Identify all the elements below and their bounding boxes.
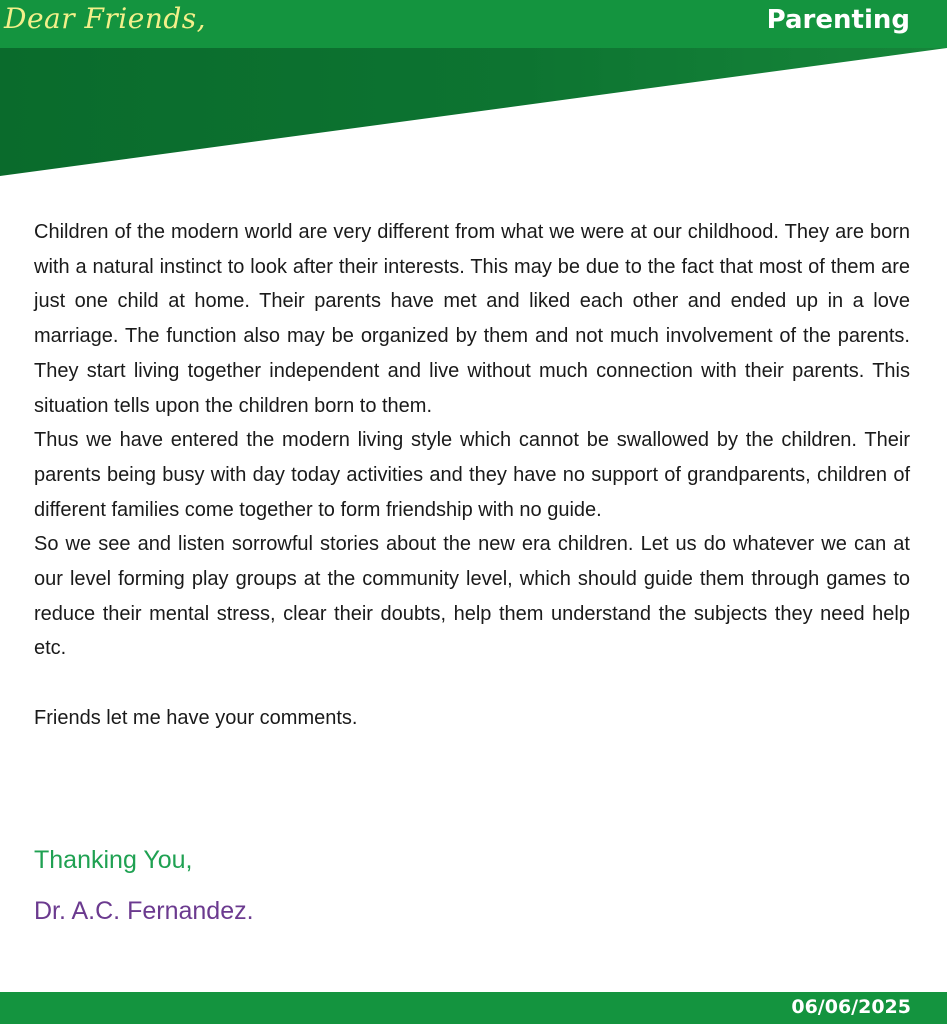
- section-title: Parenting: [766, 5, 910, 35]
- paragraph-3: So we see and listen sorrowful stories about the new era children. Let us do whatever we can at our level forming play groups at the community level, which should guide them through games to reduce their mental stress, clear their doubts, help them understand the subjects they need help etc.: [34, 533, 910, 660]
- comment-request: Friends let me have your comments.: [34, 706, 358, 729]
- letter-body: [34, 215, 910, 736]
- closing-thanks: Thanking You,: [34, 846, 193, 874]
- paragraph-2: Thus we have entered the modern living style which cannot be swallowed by the children. Their parents being busy with day today activities and they have no support of grandparents, children of different families come together to form friendship with no guide.: [34, 429, 910, 521]
- footer-date: 06/06/2025: [791, 996, 911, 1018]
- header-wedge-shape: [0, 48, 947, 176]
- paragraph-1: Children of the modern world are very different from what we were at our childhood. They are born with a natural instinct to look after their interests. This may be due to the fact that most of them are just one child at home. Their parents have met and liked each other and ended up in a love marriage. The function also may be organized by them and not much involvement of the parents. They start living together independent and live without much connection with their parents. This situation tells upon the children born to them.: [34, 221, 910, 417]
- author-signature: Dr. A.C. Fernandez.: [34, 897, 254, 925]
- brand-greeting: Dear Friends,: [4, 2, 207, 35]
